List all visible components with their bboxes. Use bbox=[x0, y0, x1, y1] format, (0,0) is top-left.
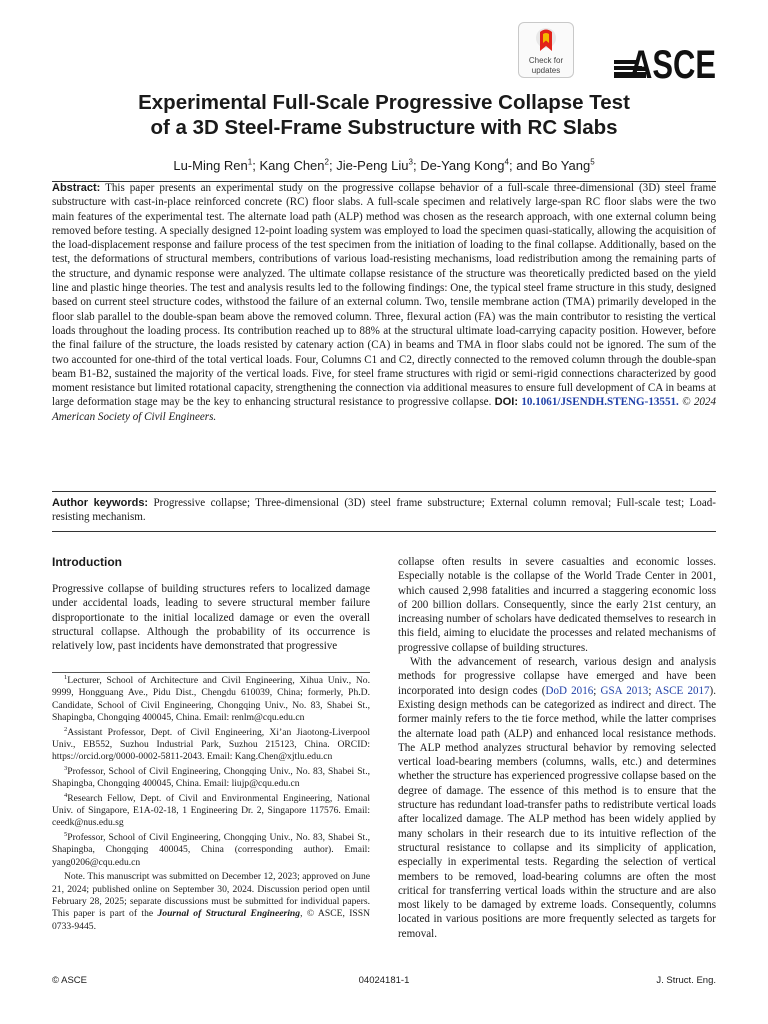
keywords-label: Author keywords: bbox=[52, 497, 149, 509]
journal-name: Journal of Structural Engineering bbox=[157, 908, 301, 920]
author-affiliation-mark: 4 bbox=[504, 157, 509, 167]
keywords-top-rule bbox=[52, 491, 716, 492]
keywords-text: Progressive collapse; Three-dimensional (3D) steel frame substructure; External column removal; Full-scale test; Load-resisting mechanism. bbox=[52, 497, 717, 524]
abstract-text: This paper presents an experimental study on the progressive collapse behavior of a full-scale three-dimensional (3D) steel frame substructure with cast-in-place reinforced concrete (RC) floor slabs. A full-scale specimen and relatively large-span RC floor slabs were the two main features of the experimental test. The alternate load path (ALP) method was chosen as the research approach, with one external column being removed before testing. A specially designed 12-point loading system was employed to load the specimen quasi-statically, allowing the acquisition of the load-displacement response and failure process of the test specimen from the initiation of loading to the final collapse. Additionally, based on the test, the deformations of structural members, contributions of various load-resisting mechanisms, load redistribution among the remaining parts of the structure, and dynamic response were analyzed. The ultimate collapse resistance of the structure was theoretically predicted based on the yield line and plastic hinge theories. The test and analysis results led to the following findings: One, the typical steel frame structure in this study, designed based on current steel structure codes, withstood the failure of an external column. Two, tensile membrane action (TMA) primarily developed in the floor slab parallel to the double-span beam above the removed column. Three, flexural action (FA) was the main contributor to resisting the vertical loads throughout the loading process. Its contribution reached up to 88% at the structural ultimate load-carrying capacity position. However, before the final failure of the structure, the loads resisted by catenary action (CA) in beams and TMA in floor slabs could not be ignored. The sum of the two accounted for one-third of the total vertical loads. Four, Columns C1 and C2, directly connected to the removed column through the double-span beam B1-B2, sustained the majority of the vertical loads. Five, for steel frame structures with rigid or semi-rigid connections characterized by good moment resistance but limited rotational capacity, strengthening the connection via additional measures to ensure full development of CA in beams at large deformation stage may be the key to enhancing structural resistance to progressive collapse. bbox=[52, 182, 716, 409]
footnote-rule bbox=[52, 672, 370, 673]
footnote-text: Professor, School of Civil Engineering, Chongqing Univ., No. 83, Shabei St., Shapingba, Chongqing 400045, China (corresponding author). Email: yang0206@cqu.edu.cn bbox=[52, 831, 370, 868]
keywords-bottom-rule bbox=[52, 531, 716, 532]
citation-link[interactable]: ASCE 2017 bbox=[655, 684, 710, 697]
abstract bbox=[52, 181, 716, 424]
author-name: Kang Chen bbox=[259, 158, 325, 173]
note-tail: , © ASCE, ISSN 0733-9445. bbox=[52, 908, 370, 932]
footnote-2 bbox=[52, 727, 370, 764]
footnote-mark: 2 bbox=[64, 725, 68, 733]
intro-paragraph-methods: With the advancement of research, various design and analysis methods for progressive collapse have emerged and have been incorporated into design codes (DoD 2016; GSA 2013; ASCE 2017). Existing design methods can be categorized as indirect and direct. The former mainly refers to the tie force method, while the latter comprises the alternate load path (ALP) and enhanced local resistance methods. The ALP method analyzes structural behavior by removing selected vertical load-bearing members (columns, walls, etc.) and determines whether the structure has experienced progressive collapse based on the degree of damage. The essence of this method is to ensure that the structure has redundant load-transfer paths to redistribute vertical loads after localized damage. The ALP method has been widely applied by many scholars in their research due to its intuitive reflection of the structural resistance to collapse and its simplicity of application, especially in experimental tests. Regarding the selection of vertical members to be removed, load-bearing columns are often the most critical for transferring vertical loads within the structure and are also most likely to be damaged by extreme loads. Consequently, columns located in various positions are more frequently selected as targets for removal. bbox=[398, 656, 716, 940]
author-affiliation-mark: 2 bbox=[324, 157, 329, 167]
author-separator: ; and bbox=[508, 158, 542, 173]
badge-line2: updates bbox=[531, 66, 561, 75]
citation-link[interactable]: DoD 2016 bbox=[545, 684, 594, 697]
footnote-text: Lecturer, School of Architecture and Civil Engineering, Xihua Univ., No. 9999, Hongguang Ave., Pidu Dist., Chengdu 610039, China; formerly, Ph.D. Candidate, School of Civil Engineering, Chongqing Univ., No. 83, Shabei St., Shapingba, Chongqing 400045, China. Email: renlm@cqu.edu.cn bbox=[52, 675, 370, 724]
citation-link[interactable]: GSA 2013 bbox=[600, 684, 649, 697]
author-name: Lu-Ming Ren bbox=[173, 158, 248, 173]
manuscript-note bbox=[52, 871, 370, 933]
author-affiliation-mark: 5 bbox=[590, 157, 595, 167]
footnote-text: Professor, School of Civil Engineering, Chongqing Univ., No. 83, Shabei St., Shapingba, Chongqing 400045, China. Email: liujp@cqu.edu.cn bbox=[52, 765, 370, 790]
footnote-3 bbox=[52, 766, 370, 791]
author-name: Jie-Peng Liu bbox=[336, 158, 409, 173]
left-column bbox=[52, 554, 370, 653]
intro-paragraph-continued: collapse often results in severe casualties and economic losses. Especially notable is the collapse of the World Trade Center in 2001, which caused 2,998 fatalities and incurred a staggering economic loss of 200 billion dollars. Consequently, since the early 21st century, an increasing number of scholars have dedicated themselves to research in this field, aiming to elucidate the processes and related mechanisms of progressive collapse of building structures. bbox=[398, 556, 716, 654]
footer-journal-abbrev: J. Struct. Eng. bbox=[656, 975, 716, 986]
author-keywords bbox=[52, 496, 716, 525]
footer-copyright: © ASCE bbox=[52, 975, 87, 986]
footnote-mark: 5 bbox=[64, 830, 68, 838]
check-for-updates-badge[interactable] bbox=[518, 22, 574, 78]
doi-link[interactable]: 10.1061/JSENDH.STENG-13551. bbox=[521, 396, 679, 409]
doi-label: DOI: bbox=[494, 396, 519, 409]
author-affiliation-mark: 3 bbox=[408, 157, 413, 167]
section-heading-introduction: Introduction bbox=[52, 555, 122, 569]
abstract-label: Abstract: bbox=[52, 182, 101, 194]
footnote-5 bbox=[52, 832, 370, 869]
right-column bbox=[398, 555, 716, 941]
footnote-mark: 1 bbox=[64, 673, 68, 681]
author-name: De-Yang Kong bbox=[420, 158, 505, 173]
author-name: Bo Yang bbox=[541, 158, 591, 173]
title-line2: of a 3D Steel-Frame Substructure with RC Slabs bbox=[150, 116, 618, 139]
footnote-4 bbox=[52, 793, 370, 830]
footnote-mark: 3 bbox=[64, 764, 68, 772]
author-separator: ; bbox=[252, 158, 260, 173]
paragraph-text: With the advancement of research, various design and analysis methods for progressive collapse have emerged and have been incorporated into design codes ( bbox=[398, 656, 716, 697]
paper-title bbox=[60, 90, 708, 140]
note-text: Note. This manuscript was submitted on December 12, 2023; approved on June 21, 2024; published online on September 30, 2024. Discussion period open until February 28, 2025; separate discussions must be submitted for individual papers. This paper is part of the bbox=[52, 871, 370, 920]
badge-line1: Check for bbox=[528, 56, 564, 65]
footnote-text: Assistant Professor, Dept. of Civil Engineering, Xi’an Jiaotong-Liverpool Univ., EB552, Suzhou Industrial Park, Suzhou 215123, China. ORCID: https://orcid.org/0000-0002-5811-2043. Email: Kang.Chen@xjtlu.edu.cn bbox=[52, 726, 370, 763]
footnote-text: Research Fellow, Dept. of Civil and Environmental Engineering, National Univ. of Singapore, E1A-02-18, 1 Engineering Dr. 2, Singapore 117576. Email: ceedk@nus.edu.sg bbox=[52, 792, 370, 829]
footnote-1 bbox=[52, 675, 370, 725]
footnotes bbox=[52, 672, 370, 935]
footnote-mark: 4 bbox=[64, 791, 68, 799]
author-list bbox=[60, 157, 708, 175]
intro-paragraph: Progressive collapse of building structures refers to localized damage under accidental loads, leading to severe structural member failure disproportionate to the initial localized damage or even the overall structural collapse. Although the probability of its occurrence is relatively low, past incidents have demonstrated that progressive bbox=[52, 583, 370, 653]
publisher-logo-text: ASCE bbox=[630, 43, 716, 87]
author-separator: ; bbox=[412, 158, 421, 173]
author-separator: ; bbox=[328, 158, 337, 173]
author-affiliation-mark: 1 bbox=[247, 157, 253, 167]
bookmark-ribbon-icon bbox=[534, 27, 558, 55]
title-line1: Experimental Full-Scale Progressive Collapse Test bbox=[138, 91, 630, 114]
copyright-notice: © 2024 American Society of Civil Engineers. bbox=[52, 396, 717, 423]
footer-article-number: 04024181-1 bbox=[358, 975, 410, 986]
paragraph-text: ). Existing design methods can be categorized as indirect and direct. The former mainly refers to the tie force method, while the latter comprises the alternate load path (ALP) and enhanced local resistance methods. The ALP method analyzes structural behavior by removing selected vertical load-bearing members (columns, walls, etc.) and determines whether the structure has experienced progressive collapse based on the degree of damage. The essence of this method is to ensure that the structure has redundant load-transfer paths to redistribute vertical loads after localized damage. The ALP method has been widely applied by many scholars in their research due to its intuitive reflection of the structural resistance to collapse and its simplicity of application, especially in experimental tests. Regarding the selection of vertical members to be removed, load-bearing columns are often the most critical for transferring vertical loads within the structure and are also most likely to be damaged by extreme loads. Consequently, columns located in various positions are more frequently selected as targets for removal. bbox=[398, 684, 716, 940]
asce-logo-icon bbox=[612, 40, 718, 87]
